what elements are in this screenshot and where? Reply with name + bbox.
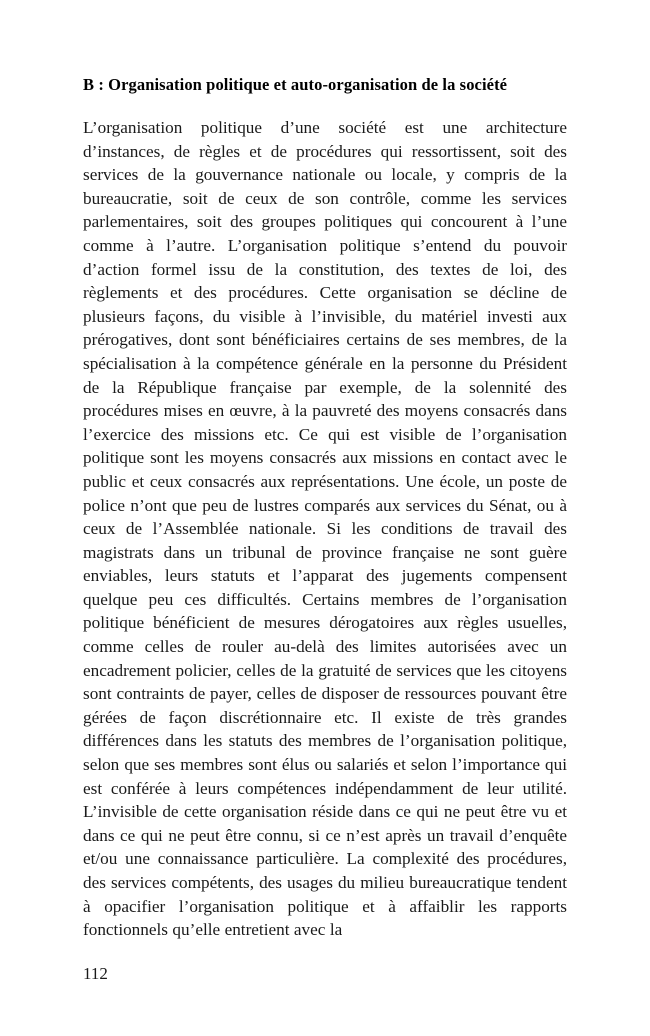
page-number: 112 [83,964,108,983]
text-column [83,74,567,942]
body-paragraph: L’organisation politique d’une société est une architecture d’instances, de règles et de procédures qui ressortissent, soit des services de la gouvernance nationale ou locale, y compris de la bureaucratie, soit de ceux de son contrôle, comme les services parlementaires, soit des groupes politiques qui concourent à l’une comme à l’autre. L’organisation politique s’entend du pouvoir d’action formel issu de la constitution, des textes de loi, des règlements et des procédures. Cette organisation se décline de plusieurs façons, du visible à l’invisible, du matériel investi aux prérogatives, dont sont bénéficiaires certains de ses membres, de la spécialisation à la compétence générale en la personne du Président de la République française par exemple, de la solennité des procédures mises en œuvre, à la pauvreté des moyens consacrés dans l’exercice des missions etc. Ce qui est visible de l’organisation politique sont les moyens consacrés aux missions en contact avec le public et ceux consacrés aux représentations. Une école, un poste de police n’ont que peu de lustres comparés aux services du Sénat, ou à ceux de l’Assemblée nationale. Si les conditions de travail des magistrats dans un tribunal de province française ne sont guère enviables, leurs statuts et l’apparat des jugements compensent quelque peu ces difficultés. Certains membres de l’organisation politique bénéficient de mesures dérogatoires aux règles usuelles, comme celles de rouler au-delà des limites autorisées avec un encadrement policier, celles de la gratuité de services que les citoyens sont contraints de payer, celles de disposer de ressources pouvant être gérées de façon discrétionnaire etc. Il existe de très grandes différences dans les statuts des membres de l’organisation politique, selon que ses membres sont élus ou salariés et selon l’importance qui est conférée à leurs compétences indépendamment de leur utilité. L’invisible de cette organisation réside dans ce qui ne peut être vu et dans ce qui ne peut être connu, si ce n’est après un travail d’enquête et/ou une connaissance particulière. La complexité des procédures, des services compétents, des usages du milieu bureaucratique tendent à opacifier l’organisation politique et à affaiblir les rapports fonctionnels qu’elle entretient avec la [83,118,567,940]
section-heading: B : Organisation politique et auto-organisation de la société [83,75,508,94]
